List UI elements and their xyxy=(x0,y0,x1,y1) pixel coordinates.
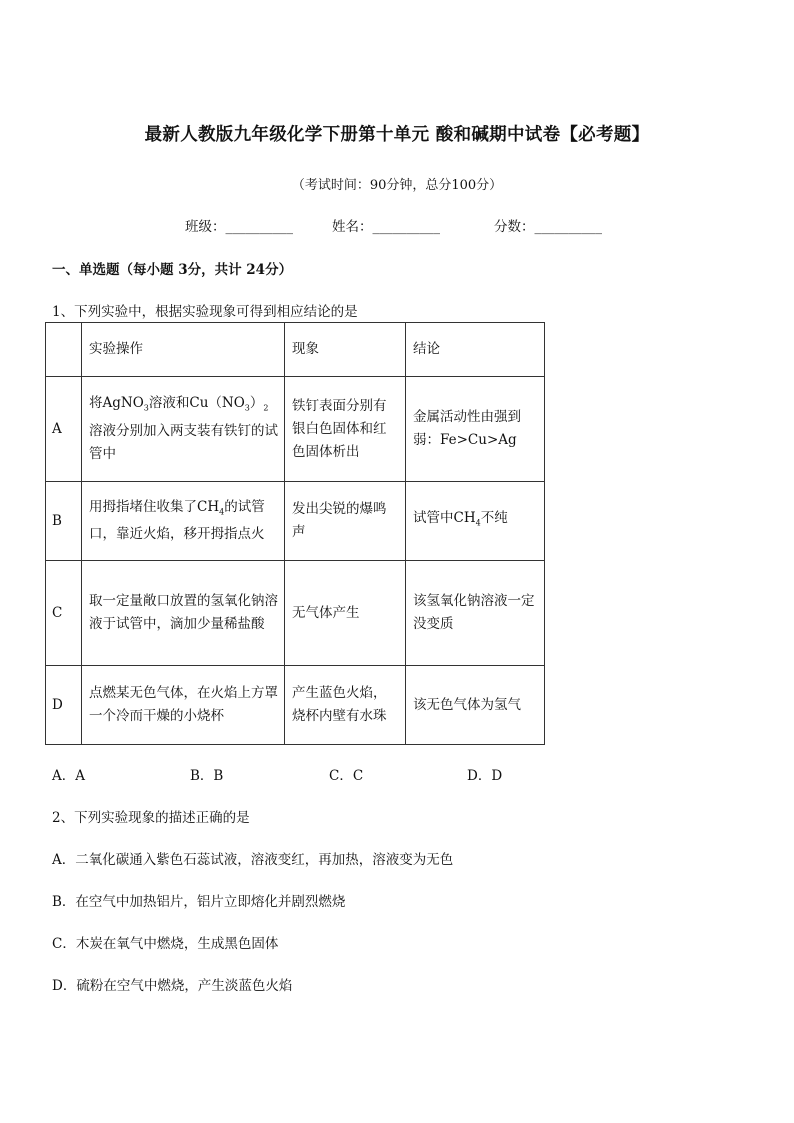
option-d[interactable]: D．D xyxy=(467,768,503,784)
question-2-stem: 2、下列实验现象的描述正确的是 xyxy=(52,810,250,826)
question-1-stem: 1、下列实验中，根据实验现象可得到相应结论的是 xyxy=(52,304,358,320)
operation-cell: 点燃某无色气体，在火焰上方罩一个冷而干燥的小烧杯 xyxy=(82,666,285,745)
exam-info: （考试时间：90分钟，总分100分） xyxy=(291,178,503,193)
operation-cell: 将AgNO$_3$溶液和$Cu(NO_3)_2$溶液分别加入两支装有铁钉的试管中 xyxy=(82,377,285,482)
phenomenon-cell: 铁钉表面分别有银白色固体和红色固体析出 xyxy=(285,377,406,482)
table-header-cell: 结论 xyxy=(406,323,545,377)
table-header-cell xyxy=(46,323,82,377)
phenomenon-cell: 无气体产生 xyxy=(285,561,406,666)
table-row xyxy=(46,482,545,561)
option-a[interactable]: A．A xyxy=(52,768,85,784)
operation-cell: 用拇指堵住收集了$CH_4$的试管口，靠近火焰，移开拇指点火 xyxy=(82,482,285,561)
section-title: 一、单选题（每小题 3分，共计 24分） xyxy=(52,262,293,278)
row-label: C xyxy=(46,561,82,666)
table-header-cell: 现象 xyxy=(285,323,406,377)
operation-cell: 取一定量敞口放置的氢氧化钠溶液于试管中，滴加少量稀盐酸 xyxy=(82,561,285,666)
question-1-options xyxy=(52,764,532,784)
experiment-table xyxy=(45,322,545,745)
row-label: B xyxy=(46,482,82,561)
option-b[interactable]: B．在空气中加热铝片，铝片立即熔化并剧烈燃烧 xyxy=(52,894,346,910)
score-field[interactable]: 分数：__________ xyxy=(494,219,602,235)
class-field[interactable]: 班级：__________ xyxy=(185,219,293,235)
option-c[interactable]: C．木炭在氧气中燃烧，生成黑色固体 xyxy=(52,936,279,952)
name-field[interactable]: 姓名：__________ xyxy=(332,219,440,235)
option-a[interactable]: A．二氧化碳通入紫色石蕊试液，溶液变红，再加热，溶液变为无色 xyxy=(52,852,454,868)
conclusion-cell: 金属活动性由强到弱：Fe>Cu>Ag xyxy=(406,377,545,482)
row-label: D xyxy=(46,666,82,745)
table-header-cell: 实验操作 xyxy=(82,323,285,377)
student-info-fields xyxy=(0,215,794,235)
table-row xyxy=(46,377,545,482)
table-row xyxy=(46,561,545,666)
option-b[interactable]: B．B xyxy=(190,768,224,784)
option-d[interactable]: D．硫粉在空气中燃烧，产生淡蓝色火焰 xyxy=(52,978,293,994)
row-label: A xyxy=(46,377,82,482)
phenomenon-cell: 产生蓝色火焰，烧杯内壁有水珠 xyxy=(285,666,406,745)
conclusion-cell: 该氢氧化钠溶液一定没变质 xyxy=(406,561,545,666)
phenomenon-cell: 发出尖锐的爆鸣声 xyxy=(285,482,406,561)
option-c[interactable]: C．C xyxy=(329,768,364,784)
conclusion-cell: 试管中$CH_4$不纯 xyxy=(406,482,545,561)
conclusion-cell: 该无色气体为氢气 xyxy=(406,666,545,745)
table-header-row xyxy=(46,323,545,377)
table-row xyxy=(46,666,545,745)
page-title: 最新人教版九年级化学下册第十单元 酸和碱期中试卷【必考题】 xyxy=(144,125,650,145)
